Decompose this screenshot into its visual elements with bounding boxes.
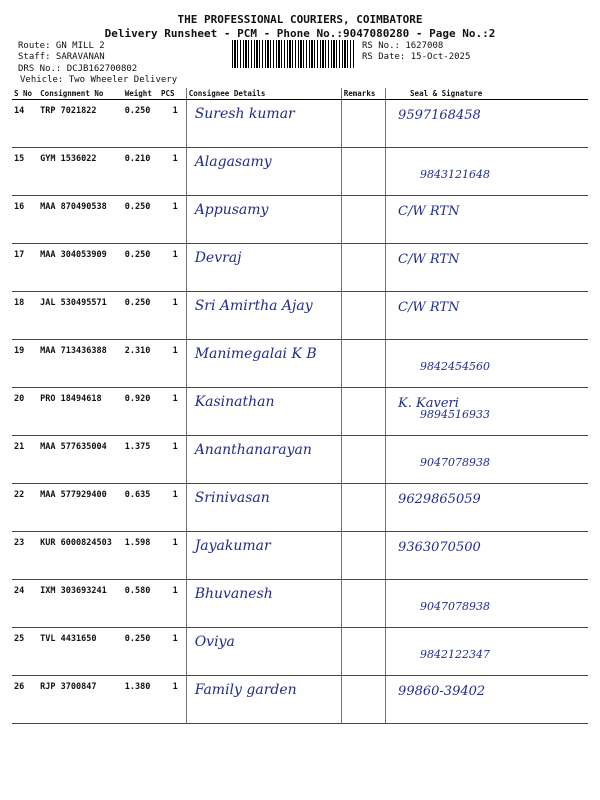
rs-date: RS Date: 15-Oct-2025	[362, 52, 471, 62]
row-sno: 25	[12, 628, 38, 676]
signature-handwriting-2: 9842122347	[420, 648, 491, 661]
row-consignment: PRO 18494618	[38, 388, 123, 436]
signature-handwriting: C/W RTN	[398, 204, 460, 219]
row-consignment: IXM 303693241	[38, 580, 123, 628]
row-consignee	[186, 148, 341, 196]
row-pcs: 1	[159, 676, 186, 724]
signature-handwriting: C/W RTN	[398, 252, 460, 267]
row-remarks	[341, 388, 385, 436]
row-pcs: 1	[159, 292, 186, 340]
table-header-row	[12, 88, 588, 100]
row-consignee	[186, 388, 341, 436]
signature-handwriting-2: 9842454560	[420, 360, 491, 373]
row-seal-signature	[386, 148, 588, 196]
consignee-handwriting: Jayakumar	[194, 538, 271, 554]
row-consignee	[186, 196, 341, 244]
row-sno: 21	[12, 436, 38, 484]
consignee-handwriting: Kasinathan	[194, 394, 275, 410]
row-consignee	[186, 436, 341, 484]
route-label: Route: GN MILL 2	[18, 41, 105, 51]
row-seal-signature	[386, 628, 588, 676]
row-consignee	[186, 532, 341, 580]
signature-handwriting: 9597168458	[398, 108, 481, 123]
row-remarks	[341, 292, 385, 340]
table-row	[12, 148, 588, 196]
table-row	[12, 340, 588, 388]
row-seal-signature	[386, 292, 588, 340]
staff-label: Staff: SARAVANAN	[18, 52, 105, 62]
row-consignee	[186, 292, 341, 340]
signature-handwriting: C/W RTN	[398, 300, 460, 315]
consignee-handwriting: Oviya	[194, 634, 235, 650]
row-weight: 0.250	[123, 628, 159, 676]
signature-handwriting-2: 9894516933	[420, 408, 491, 421]
row-sno: 22	[12, 484, 38, 532]
row-pcs: 1	[159, 580, 186, 628]
row-sno: 17	[12, 244, 38, 292]
signature-handwriting-2: 9047078938	[420, 600, 491, 613]
row-seal-signature	[386, 436, 588, 484]
row-remarks	[341, 196, 385, 244]
row-remarks	[341, 676, 385, 724]
row-pcs: 1	[159, 148, 186, 196]
row-consignee	[186, 340, 341, 388]
col-weight: Weight	[123, 88, 159, 100]
table-row	[12, 292, 588, 340]
rs-number: RS No.: 1627008	[362, 41, 444, 51]
row-pcs: 1	[159, 436, 186, 484]
barcode-image	[232, 40, 355, 68]
row-consignment: TVL 4431650	[38, 628, 123, 676]
consignee-handwriting: Srinivasan	[194, 490, 270, 506]
consignee-handwriting: Manimegalai K B	[194, 346, 317, 362]
row-remarks	[341, 244, 385, 292]
row-consignment: KUR 6000824503	[38, 532, 123, 580]
row-weight: 1.375	[123, 436, 159, 484]
row-weight: 1.380	[123, 676, 159, 724]
consignee-handwriting: Sri Amirtha Ajay	[194, 298, 313, 314]
table-row	[12, 244, 588, 292]
table-row	[12, 676, 588, 724]
row-weight: 1.598	[123, 532, 159, 580]
row-consignment: MAA 713436388	[38, 340, 123, 388]
signature-handwriting: 9363070500	[398, 540, 481, 555]
row-consignment: RJP 3700847	[38, 676, 123, 724]
row-seal-signature	[386, 340, 588, 388]
row-remarks	[341, 148, 385, 196]
row-consignment: GYM 1536022	[38, 148, 123, 196]
row-weight: 0.250	[123, 244, 159, 292]
row-pcs: 1	[159, 244, 186, 292]
row-sno: 16	[12, 196, 38, 244]
row-weight: 0.250	[123, 196, 159, 244]
row-consignee	[186, 580, 341, 628]
row-remarks	[341, 436, 385, 484]
row-weight: 2.310	[123, 340, 159, 388]
row-pcs: 1	[159, 628, 186, 676]
row-seal-signature	[386, 580, 588, 628]
row-weight: 0.210	[123, 148, 159, 196]
signature-handwriting-2: 9843121648	[420, 168, 491, 181]
row-sno: 15	[12, 148, 38, 196]
table-row	[12, 532, 588, 580]
col-consignee: Consignee Details	[186, 88, 341, 100]
row-seal-signature	[386, 388, 588, 436]
row-weight: 0.635	[123, 484, 159, 532]
table-row	[12, 100, 588, 148]
row-consignee	[186, 484, 341, 532]
col-remarks: Remarks	[341, 88, 385, 100]
row-pcs: 1	[159, 388, 186, 436]
consignee-handwriting: Family garden	[194, 682, 297, 698]
row-consignment: MAA 870490538	[38, 196, 123, 244]
vehicle-label: Vehicle: Two Wheeler Delivery	[20, 75, 178, 85]
row-sno: 19	[12, 340, 38, 388]
col-seal: Seal & Signature	[386, 88, 588, 100]
signature-handwriting: 9629865059	[398, 492, 481, 507]
consignee-handwriting: Suresh kumar	[194, 106, 295, 122]
row-consignee	[186, 676, 341, 724]
row-sno: 18	[12, 292, 38, 340]
row-consignment: MAA 304053909	[38, 244, 123, 292]
signature-handwriting-2: 9047078938	[420, 456, 491, 469]
consignee-handwriting: Bhuvanesh	[194, 586, 273, 602]
runsheet-table	[12, 88, 588, 724]
row-remarks	[341, 580, 385, 628]
row-sno: 23	[12, 532, 38, 580]
consignee-handwriting: Appusamy	[194, 202, 269, 218]
row-pcs: 1	[159, 196, 186, 244]
table-row	[12, 388, 588, 436]
row-consignment: MAA 577635004	[38, 436, 123, 484]
row-weight: 0.250	[123, 292, 159, 340]
row-seal-signature	[386, 100, 588, 148]
table-row	[12, 580, 588, 628]
row-remarks	[341, 100, 385, 148]
row-sno: 20	[12, 388, 38, 436]
row-pcs: 1	[159, 340, 186, 388]
consignee-handwriting: Alagasamy	[194, 154, 272, 170]
row-weight: 0.250	[123, 100, 159, 148]
row-consignee	[186, 100, 341, 148]
row-consignment: MAA 577929400	[38, 484, 123, 532]
row-seal-signature	[386, 244, 588, 292]
col-pcs: PCS	[159, 88, 186, 100]
row-remarks	[341, 628, 385, 676]
row-seal-signature	[386, 484, 588, 532]
row-pcs: 1	[159, 100, 186, 148]
row-pcs: 1	[159, 484, 186, 532]
drs-label: DRS No.: DCJB162700802	[18, 64, 138, 74]
row-consignment: TRP 7021822	[38, 100, 123, 148]
row-consignee	[186, 628, 341, 676]
col-consignment: Consignment No	[38, 88, 123, 100]
row-pcs: 1	[159, 532, 186, 580]
row-sno: 14	[12, 100, 38, 148]
row-seal-signature	[386, 532, 588, 580]
row-remarks	[341, 484, 385, 532]
row-sno: 24	[12, 580, 38, 628]
table-row	[12, 628, 588, 676]
row-remarks	[341, 340, 385, 388]
row-consignment: JAL 530495571	[38, 292, 123, 340]
row-seal-signature	[386, 196, 588, 244]
company-title: THE PROFESSIONAL COURIERS, COIMBATORE	[177, 13, 423, 26]
row-remarks	[341, 532, 385, 580]
consignee-handwriting: Devraj	[194, 250, 242, 266]
row-seal-signature	[386, 676, 588, 724]
signature-handwriting: 99860-39402	[398, 684, 486, 699]
consignee-handwriting: Ananthanarayan	[194, 442, 312, 458]
table-row	[12, 436, 588, 484]
table-row	[12, 484, 588, 532]
runsheet-subtitle: Delivery Runsheet - PCM - Phone No.:9047080280 - Page No.:2	[104, 27, 496, 40]
col-sno: S No	[12, 88, 38, 100]
signature-handwriting: K. Kaveri	[398, 396, 459, 411]
row-consignee	[186, 244, 341, 292]
row-weight: 0.920	[123, 388, 159, 436]
row-sno: 26	[12, 676, 38, 724]
table-row	[12, 196, 588, 244]
row-weight: 0.580	[123, 580, 159, 628]
